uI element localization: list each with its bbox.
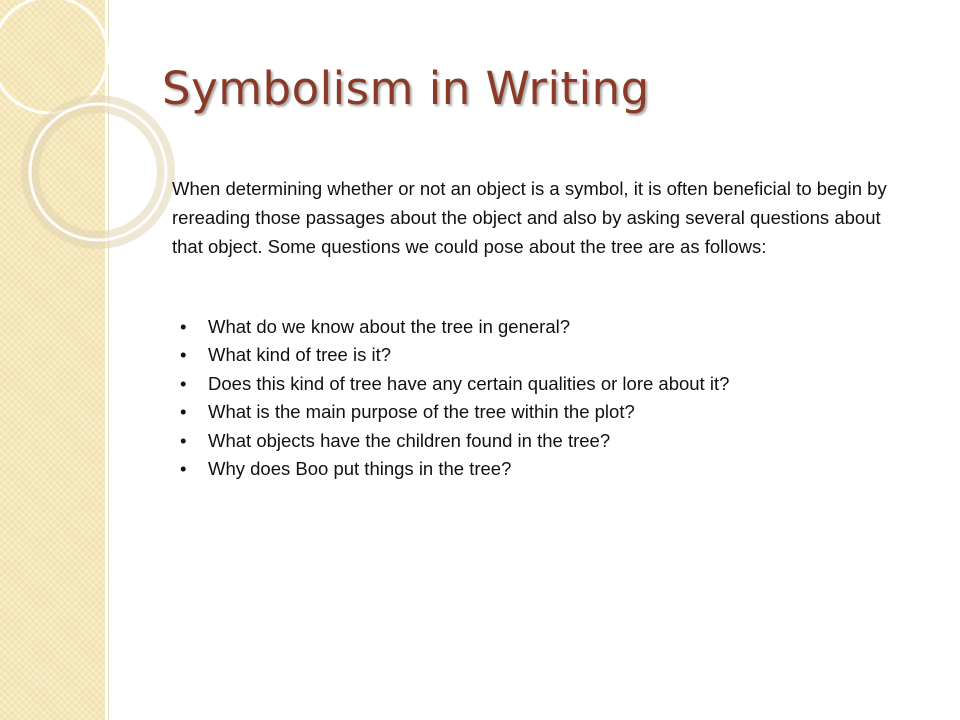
decorative-rings: [0, 0, 180, 260]
decorative-ring-lower-highlight: [30, 104, 166, 240]
bullet-marker: •: [180, 401, 187, 423]
bullet-marker: •: [180, 344, 187, 366]
bullet-marker: •: [180, 372, 187, 394]
question-text: What do we know about the tree in general?: [208, 316, 571, 337]
bullet-marker: •: [180, 316, 187, 337]
question-text: What objects have the children found in the tree?: [208, 429, 611, 451]
question-text: What is the main purpose of the tree within the plot?: [208, 401, 635, 423]
list-item: [180, 341, 900, 369]
list-item: [180, 398, 900, 426]
question-text: Does this kind of tree have any certain qualities or lore about it?: [208, 372, 730, 394]
question-text: Why does Boo put things in the tree?: [208, 458, 512, 480]
list-item: [180, 427, 900, 455]
intro-paragraph: When determining whether or not an object is a symbol, it is often beneficial to begin by rereading those passages about the object and also by asking several questions about that object. Some questions we could pose about the tree are as follows:: [172, 178, 887, 257]
list-item: [180, 313, 900, 341]
question-text: What kind of tree is it?: [208, 344, 392, 366]
question-list: [180, 313, 900, 483]
list-item: [180, 455, 900, 483]
slide-title: Symbolism in Writing: [162, 62, 650, 115]
bullet-marker: •: [180, 458, 187, 480]
bullet-marker: •: [180, 429, 187, 451]
list-item: [180, 370, 900, 398]
